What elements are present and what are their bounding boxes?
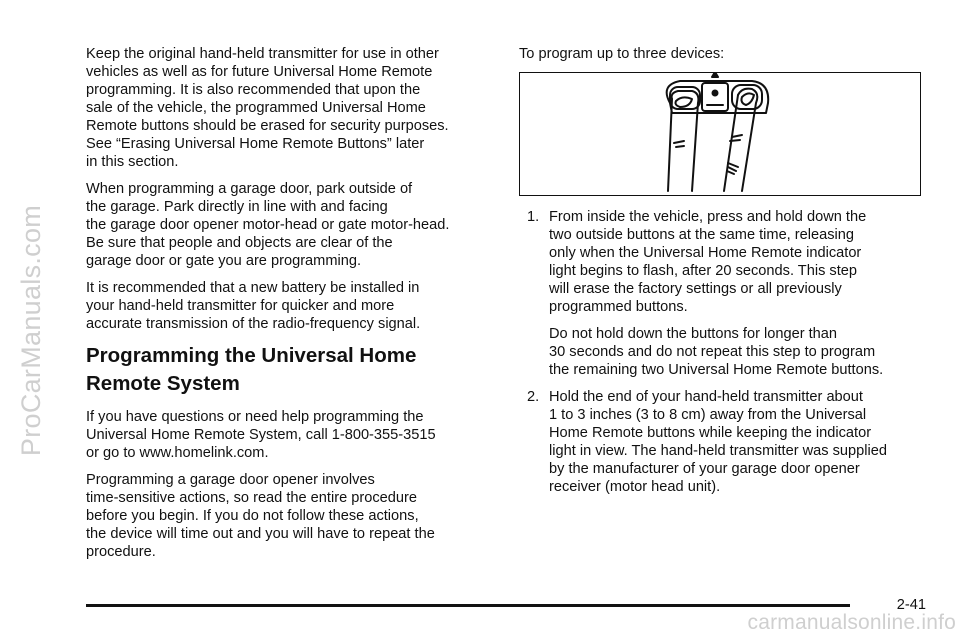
step-text: From inside the vehicle, press and hold down the two outside buttons at the same time, releasing only when the Universal Home Remote indicator light begins to flash, after 20 seconds. This step will erase the factory settings or all previously programmed buttons. [549,209,867,315]
paragraph-park-outside: When programming a garage door, park outside of the garage. Park directly in line with and facing the garage door opener motor-head or gate motor-head. Be sure that people and objects are clear of the garage door or gate you are programming. [86,181,450,269]
step-number: 1. [527,209,540,225]
watermark-text: ProCarManuals.com [16,204,47,456]
step-item-1 [519,208,931,379]
steps-list [519,208,931,496]
paragraph-new-battery: It is recommended that a new battery be installed in your hand-held transmitter for quicker and more accurate transmission of the radio-frequency signal. [86,280,421,332]
section-heading: Programming the Universal Home Remote System [86,344,417,395]
fingers-pressing-buttons-icon [520,73,920,194]
button-press-illustration [519,72,921,196]
side-watermark [2,30,62,630]
footer-site-mark: carmanualsonline.info [747,611,956,634]
left-column [86,45,496,570]
page-number: 2-41 [896,597,926,613]
step-number: 2. [527,389,540,405]
step-item-2 [519,388,931,496]
paragraph-time-sensitive: Programming a garage door opener involves time-sensitive actions, so read the entire procedure before you begin. If you do not follow these actions, the device will time out and you will have to repeat the procedure. [86,472,435,560]
footer-rule [86,604,850,607]
step-note: Do not hold down the buttons for longer than 30 seconds and do not repeat this step to program the remaining two Universal Home Remote buttons. [549,326,884,378]
step-text: Hold the end of your hand-held transmitter about 1 to 3 inches (3 to 8 cm) away from the Universal Home Remote buttons while keeping the indicator light in view. The hand-held transmitter was supplied by the manufacturer of your garage door opener receiver (motor head unit). [549,389,888,495]
paragraph-help-contact: If you have questions or need help programming the Universal Home Remote System, call 1-800-355-3515 or go to www.homelink.com. [86,409,436,461]
right-column [519,45,931,505]
paragraph-keep-transmitter: Keep the original hand-held transmitter for use in other vehicles as well as for future Universal Home Remote programming. It is also recommended that upon the sale of the vehicle, the programmed Universal Home Remote buttons should be erased for security purposes. See “Erasing Universal Home Remote Buttons” later in this section. [86,46,449,170]
paragraph-intro: To program up to three devices: [519,46,725,62]
